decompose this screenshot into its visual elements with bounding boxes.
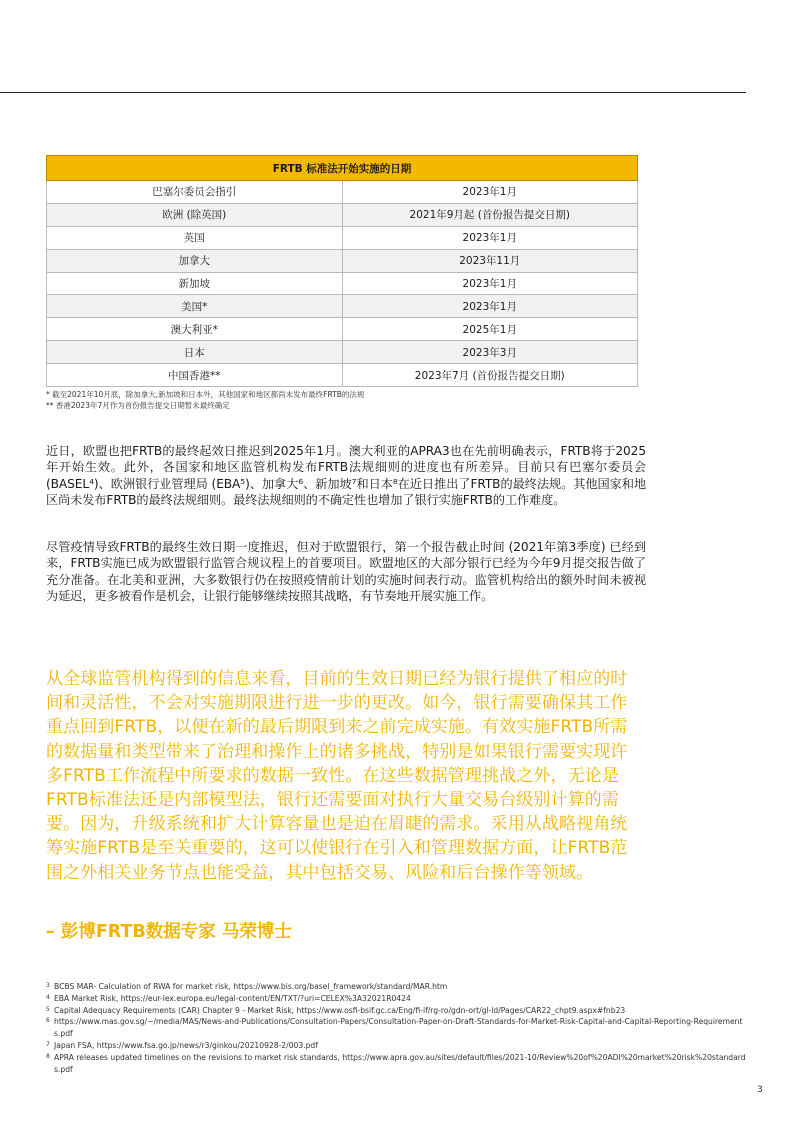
date-cell: 2023年1月	[342, 181, 638, 204]
footnote-number: 7	[46, 1040, 50, 1048]
body-paragraph: 近日，欧盟也把FRTB的最终起效日推迟到2025年1月。澳大利亚的APRA3也在先前明确表示，FRTB将于2025年开始生效。此外，各国家和地区监管机构发布FRTB法规细则的进度也有所差异。目前只有巴塞尔委员会 (BASEL⁴)、欧洲银行业管理局 (EBA⁵)、加拿大⁶、新加坡⁷和日本⁸在近日推出了FRTB的最终法规。其他国家和地区尚未发布FRTB的最终法规细则。最终法规细则的不确定性也增加了银行实施FRTB的工作难度。	[46, 444, 646, 507]
date-cell: 2023年1月	[342, 295, 638, 318]
table-row	[47, 364, 638, 387]
quote-attribution: – 彭博FRTB数据专家 马荣博士	[46, 922, 292, 942]
date-cell: 2023年7月 (首份报告提交日期)	[342, 364, 638, 387]
footnote	[46, 981, 746, 993]
region-cell: 澳大利亚*	[47, 318, 343, 341]
footnote-text: APRA releases updated timelines on the revisions to market risk standards, https://www.apra.gov.au/sites/default/files/2021-10/Review%20of%20ADI%20market%20risk%20standards.pdf	[54, 1052, 746, 1074]
date-cell: 2023年11月	[342, 249, 638, 272]
region-cell: 英国	[47, 226, 343, 249]
region-cell: 美国*	[47, 295, 343, 318]
region-cell: 日本	[47, 341, 343, 364]
footnote	[46, 1016, 746, 1040]
date-cell: 2023年1月	[342, 226, 638, 249]
footnote	[46, 1005, 746, 1017]
table-row	[47, 203, 638, 226]
footnote	[46, 1052, 746, 1076]
footnote-text: BCBS MAR- Calculation of RWA for market risk, https://www.bis.org/basel_framework/standard/MAR.htm	[54, 982, 448, 991]
footnote-number: 5	[46, 1005, 50, 1013]
footnote-text: Capital Adequacy Requirements (CAR) Chapter 9 - Market Risk, https://www.osfi-bsif.gc.ca/Eng/fi-if/rg-ro/gdn-ort/gl-ld/Pages/CAR22_chpt9.aspx#fnb23	[54, 1005, 626, 1015]
frtb-dates-table	[46, 155, 638, 387]
footnote-text: https://www.mas.gov.sg/~/media/MAS/News-and-Publications/Consultation-Papers/Consultation-Paper-on-Draft-Standards-for-Market-Risk-Capital-and-Capital-Reporting-Requirements.pdf	[54, 1017, 743, 1039]
region-cell: 加拿大	[47, 249, 343, 272]
table-row	[47, 341, 638, 364]
table-header-row	[47, 156, 638, 181]
footnote	[46, 993, 746, 1005]
region-cell: 中国香港**	[47, 364, 343, 387]
date-cell: 2023年1月	[342, 272, 638, 295]
footnotes	[46, 981, 746, 1075]
frtb-dates-table-container	[46, 155, 638, 387]
page-number: 3	[757, 1085, 763, 1095]
pull-quote: 从全球监管机构得到的信息来看，目前的生效日期已经为银行提供了相应的时间和灵活性，不会对实施期限进行进一步的更改。如今，银行需要确保其工作重点回到FRTB，以便在新的最后期限到来之前完成实施。有效实施FRTB所需的数据量和类型带来了治理和操作上的诸多挑战，特别是如果银行需要实现许多FRTB工作流程中所要求的数据一致性。在这些数据管理挑战之外，无论是FRTB标准法还是内部模型法，银行还需要面对执行大量交易台级别计算的需要。因为，升级系统和扩大计算容量也是迫在眉睫的需求。采用从战略视角统筹实施FRTB是至关重要的，这可以使银行在引入和管理数据方面，让FRTB范围之外相关业务节点也能受益，其中包括交易、风险和后台操作等领域。	[46, 669, 628, 883]
footnote-number: 4	[46, 993, 50, 1001]
region-cell: 巴塞尔委员会指引	[47, 181, 343, 204]
footnote-text: EBA Market Risk, https://eur-lex.europa.eu/legal-content/EN/TXT/?uri=CELEX%3A32021R0424	[54, 993, 411, 1003]
date-cell: 2023年3月	[342, 341, 638, 364]
footnote-number: 6	[46, 1017, 50, 1025]
table-notes	[46, 389, 646, 411]
region-cell: 新加坡	[47, 272, 343, 295]
date-cell: 2021年9月起 (首份报告提交日期)	[342, 203, 638, 226]
footnote-number: 3	[46, 982, 50, 989]
header-rule	[0, 92, 746, 93]
table-row	[47, 272, 638, 295]
footnote	[46, 1040, 746, 1052]
body-paragraph: 尽管疫情导致FRTB的最终生效日期一度推迟，但对于欧盟银行，第一个报告截止时间 (2021年第3季度) 已经到来，FRTB实施已成为欧盟银行监管合规议程上的首要项目。欧盟地区的大部分银行已经为今年9月提交报告做了充分准备。在北美和亚洲，大多数银行仍在按照疫情前计划的实施时间表行动。监管机构给出的额外时间未被视为延迟，更多被看作是机会，让银行能够继续按照其战略，有节奏地开展实施工作。	[46, 540, 646, 603]
table-row	[47, 226, 638, 249]
region-cell: 欧洲 (除英国)	[47, 203, 343, 226]
table-note: ** 香港2023年7月作为首份报告提交日期暂未最终确定	[46, 401, 230, 410]
table-note: * 截至2021年10月底，除加拿大,新加坡和日本外，其他国家和地区都尚未发布最终FRTB的法规	[46, 390, 365, 399]
table-row	[47, 249, 638, 272]
table-title: FRTB 标准法开始实施的日期	[47, 156, 638, 181]
footnote-number: 8	[46, 1052, 50, 1060]
table-row	[47, 181, 638, 204]
table-row	[47, 295, 638, 318]
date-cell: 2025年1月	[342, 318, 638, 341]
table-row	[47, 318, 638, 341]
footnote-text: Japan FSA, https://www.fsa.go.jp/news/r3/ginkou/20210928-2/003.pdf	[54, 1040, 318, 1050]
